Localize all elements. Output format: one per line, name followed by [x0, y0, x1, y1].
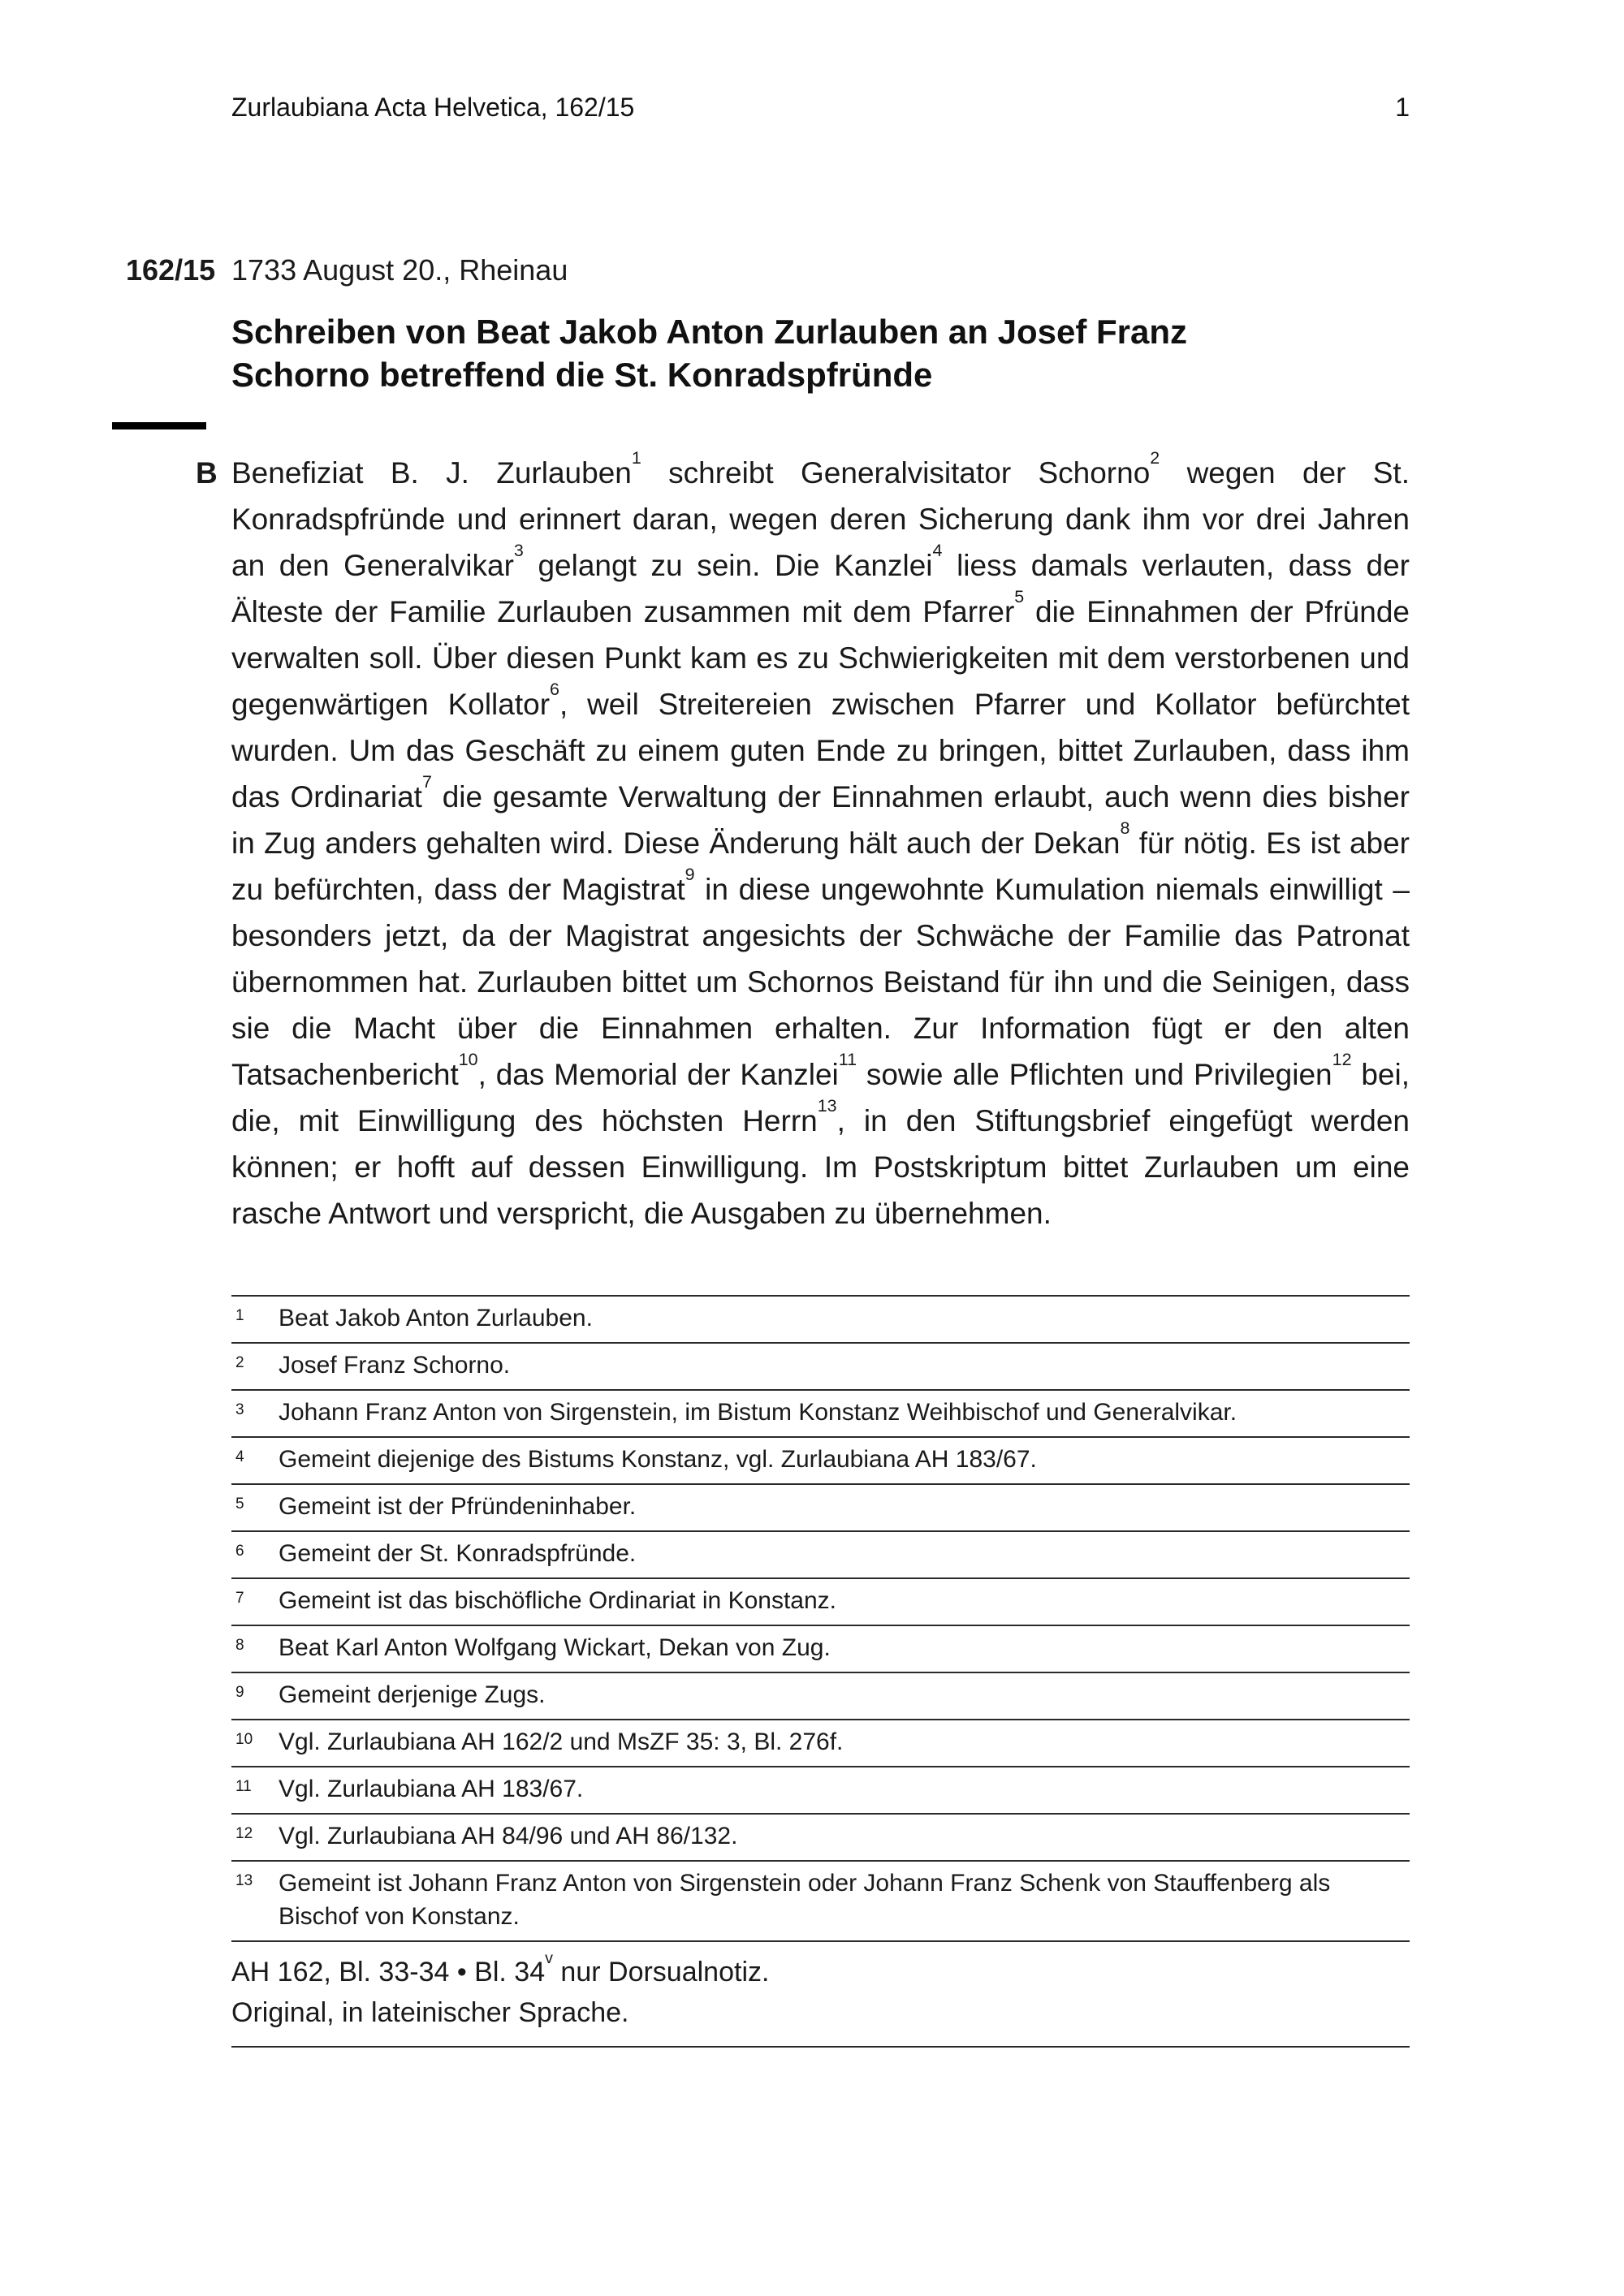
footnote-ref: 6 — [550, 679, 559, 699]
entry-date-place: 1733 August 20., Rheinau — [231, 253, 568, 287]
footnote-number: 1 — [235, 1307, 244, 1324]
entry-heading — [126, 252, 1410, 289]
footnote — [231, 1860, 1410, 1940]
footnote-text: Beat Karl Anton Wolfgang Wickart, Dekan von Zug. — [279, 1634, 831, 1661]
footnote-ref: 4 — [932, 540, 943, 560]
entry-title-line2: Schorno betreffend die St. Konradspfründe — [231, 356, 933, 394]
footnote — [231, 1295, 1410, 1342]
footnote-number: 4 — [235, 1448, 244, 1465]
source-line-1: AH 162, Bl. 33-34 • Bl. 34$^v$ nur Dorsualnotiz. — [231, 1949, 770, 1987]
footnote-ref: 1 — [631, 447, 641, 468]
footnote — [231, 1719, 1410, 1766]
footnote — [231, 1342, 1410, 1389]
footnote-text: Beat Jakob Anton Zurlauben. — [279, 1305, 593, 1331]
footnote-ref: 2 — [1150, 447, 1160, 468]
source-note — [231, 1940, 1410, 2048]
footnote-text: Gemeint derjenige Zugs. — [279, 1681, 546, 1708]
footnote-text: Vgl. Zurlaubiana AH 183/67. — [279, 1776, 584, 1802]
footnote-text: Vgl. Zurlaubiana AH 84/96 und AH 86/132. — [279, 1823, 738, 1849]
footnote-text: Gemeint ist das bischöfliche Ordinariat in Konstanz. — [279, 1587, 836, 1614]
footnote-number: 5 — [235, 1495, 244, 1513]
section-bar — [112, 422, 206, 429]
source-line-2: Original, in lateinischer Sprache. — [231, 1997, 629, 2028]
footnote — [231, 1766, 1410, 1813]
footnote-ref: v — [545, 1949, 553, 1967]
footnote — [231, 1813, 1410, 1860]
footnote-text: Josef Franz Schorno. — [279, 1352, 511, 1379]
footnote-ref: 13 — [817, 1095, 837, 1116]
footnote-ref: 11 — [838, 1049, 857, 1069]
footnotes-apparatus — [231, 1295, 1410, 1940]
entry-number: 162/15 — [126, 253, 216, 287]
footnote — [231, 1530, 1410, 1577]
running-header-title: Zurlaubiana Acta Helvetica, 162/15 — [231, 93, 635, 122]
footnote-text: Johann Franz Anton von Sirgenstein, im Bistum Konstanz Weihbischof und Generalvikar. — [279, 1399, 1237, 1426]
entry-title — [231, 310, 1410, 396]
footnote-number: 2 — [235, 1354, 244, 1371]
footnote-text: Gemeint der St. Konradspfründe. — [279, 1540, 637, 1567]
footnote-number: 9 — [235, 1684, 244, 1701]
footnote-ref: 3 — [513, 540, 524, 560]
running-header — [231, 91, 1410, 123]
footnote-ref: 9 — [685, 864, 695, 884]
footnote-ref: 7 — [421, 771, 432, 792]
footnote — [231, 1672, 1410, 1719]
footnote — [231, 1577, 1410, 1625]
footnote-number: 13 — [235, 1872, 253, 1889]
regest-marker: B — [196, 456, 218, 490]
footnote — [231, 1436, 1410, 1483]
footnote-number: 7 — [235, 1590, 244, 1607]
footnote-ref: 5 — [1014, 586, 1025, 606]
footnote-number: 8 — [235, 1637, 244, 1654]
footnote-number: 12 — [235, 1825, 253, 1842]
footnote-text: Gemeint ist der Pfründeninhaber. — [279, 1493, 637, 1520]
footnote-ref: 10 — [458, 1049, 478, 1069]
footnote — [231, 1483, 1410, 1530]
footnote-number: 10 — [235, 1731, 253, 1748]
footnote-number: 11 — [235, 1778, 252, 1795]
footnote-ref: 8 — [1120, 818, 1130, 838]
regest-text: Benefiziat B. J. Zurlauben$^1$ schreibt Generalvisitator Schorno$^2$ wegen der St. Konradspfründe und erinnert daran, wegen deren Sicherung dank ihm vor drei Jahren an den Generalvikar$^3$ gelangt zu sein. Die Kanzlei$^4$ liess damals verlauten, dass der Älteste der Familie Zurlauben zusammen mit dem Pfarrer$^5$ die Einnahmen der Pfründe verwalten soll. Über diesen Punkt kam es zu Schwierigkeiten mit dem verstorbenen und gegenwärtigen Kollator$^6$, weil Streitereien zwischen Pfarrer und Kollator befürchtet wurden. Um das Geschäft zu einem guten Ende zu bringen, bittet Zurlauben, dass ihm das Ordinariat$^7$ die gesamte Verwaltung der Einnahmen erlaubt, auch wenn dies bisher in Zug anders gehalten wird. Diese Änderung hält auch der Dekan$^8$ für nötig. Es ist aber zu befürchten, dass der Magistrat$^9$ in diese ungewohnte Kumulation niemals einwilligt – besonders jetzt, da der Magistrat angesichts der Schwäche der Familie das Patronat übernommen hat. Zurlauben bittet um Schornos Beistand für ihn und die Seinigen, dass sie die Macht über die Einnahmen erhalten. Zur Information fügt er den alten Tatsachenbericht$^{10}$, das Memorial der Kanzlei$^{11}$ sowie alle Pflichten und Privilegien$^{12}$ bei, die, mit Einwilligung des höchsten Herrn$^{13}$, in den Stiftungsbrief eingefügt werden können; er hofft auf dessen Einwilligung. Im Postskriptum bittet Zurlauben um eine rasche Antwort und verspricht, die Ausgaben zu übernehmen. — [231, 447, 1410, 1230]
footnote-number: 3 — [235, 1401, 244, 1418]
footnote-text: Gemeint diejenige des Bistums Konstanz, vgl. Zurlaubiana AH 183/67. — [279, 1446, 1037, 1473]
footnote-ref: 12 — [1332, 1049, 1352, 1069]
footnote-text: Gemeint ist Johann Franz Anton von Sirgenstein oder Johann Franz Schenk von Stauffenberg als Bischof von Konstanz. — [279, 1870, 1331, 1930]
entry-title-line1: Schreiben von Beat Jakob Anton Zurlauben an Josef Franz — [231, 313, 1187, 351]
footnote — [231, 1625, 1410, 1672]
footnote — [231, 1389, 1410, 1436]
footnote-number: 6 — [235, 1543, 244, 1560]
page-number: 1 — [1395, 93, 1410, 122]
regest-block — [196, 447, 1410, 1236]
footnote-text: Vgl. Zurlaubiana AH 162/2 und MsZF 35: 3, Bl. 276f. — [279, 1728, 844, 1755]
